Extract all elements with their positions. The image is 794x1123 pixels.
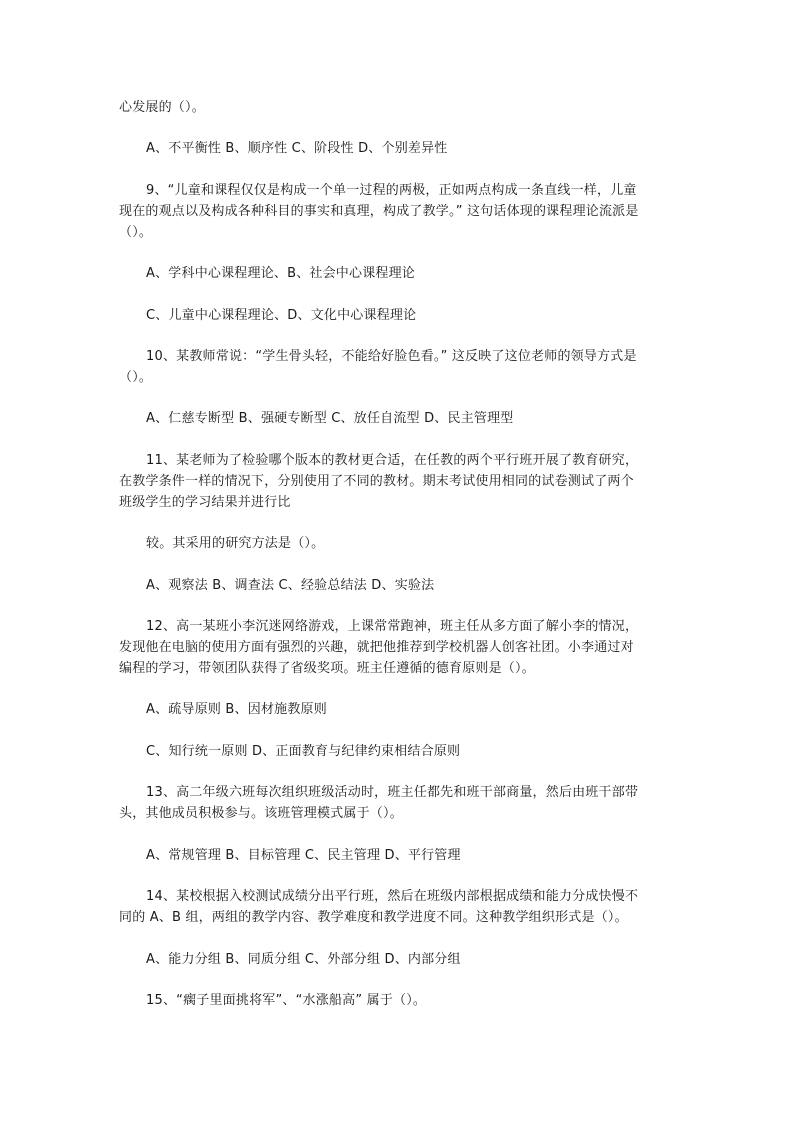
q13-stem-line-2: 头，其他成员积极参与。该班管理模式属于（）。 [119,806,403,821]
q14-stem-line-1: 14、某校根据入校测试成绩分出平行班，然后在班级内部根据成绩和能力分成快慢不 [146,889,639,904]
q11-stem-line-2: 在教学条件一样的情况下，分别使用了不同的教材。期末考试使用相同的试卷测试了两个 [119,474,634,489]
q14-stem-line-2: 同的 A、B 组，两组的教学内容、教学难度和教学进度不同。这种教学组织形式是（）。 [119,910,628,925]
q12-options-ab: A、疏导原则 B、因材施教原则 [146,702,327,717]
q9-stem-line-3: （）。 [119,225,153,240]
q10-stem-line-1: 10、某教师常说：“学生骨头轻，不能给好脸色看。” 这反映了这位老师的领导方式是 [146,349,637,364]
q11-stem-line-1: 11、某老师为了检验哪个版本的教材更合适，在任教的两个平行班开展了教育研究， [146,453,639,468]
q15-stem: 15、“瘸子里面挑将军”、“水涨船高” 属于（）。 [146,993,427,1008]
q8-stem-end: 心发展的（）。 [119,100,205,115]
q10-stem-line-2: （）。 [119,370,153,385]
q9-options-ab: A、学科中心课程理论、B、社会中心课程理论 [146,266,416,281]
q14-options: A、能力分组 B、同质分组 C、外部分组 D、内部分组 [146,952,461,967]
q12-stem-line-2: 发现他在电脑的使用方面有强烈的兴趣，就把他推荐到学校机器人创客社团。小李通过对 [119,640,634,655]
q8-options: A、不平衡性 B、顺序性 C、阶段性 D、个别差异性 [146,141,448,156]
q9-stem-line-2: 现在的观点以及构成各种科目的事实和真理，构成了教学。” 这句话体现的课程理论流派是 [119,204,639,219]
q13-stem-line-1: 13、高二年级六班每次组织班级活动时，班主任都先和班干部商量，然后由班干部带 [146,785,639,800]
q11-stem-line-4: 较。其采用的研究方法是（）。 [146,536,325,551]
q9-stem-line-1: 9、“儿童和课程仅仅是构成一个单一过程的两极，正如两点构成一条直线一样，儿童 [146,183,637,198]
q10-options: A、仁慈专断型 B、强硬专断型 C、放任自流型 D、民主管理型 [146,411,514,426]
q12-stem-line-1: 12、高一某班小李沉迷网络游戏，上课常常跑神，班主任从多方面了解小李的情况， [146,619,639,634]
q11-options: A、观察法 B、调查法 C、经验总结法 D、实验法 [146,578,435,593]
q12-options-cd: C、知行统一原则 D、正面教育与纪律约束相结合原则 [146,744,461,759]
q13-options: A、常规管理 B、目标管理 C、民主管理 D、平行管理 [146,848,461,863]
q9-options-cd: C、儿童中心课程理论、D、文化中心课程理论 [146,308,417,323]
q11-stem-line-3: 班级学生的学习结果并进行比 [119,495,291,510]
q12-stem-line-3: 编程的学习，带领团队获得了省级奖项。班主任遵循的德育原则是（）。 [119,661,535,676]
